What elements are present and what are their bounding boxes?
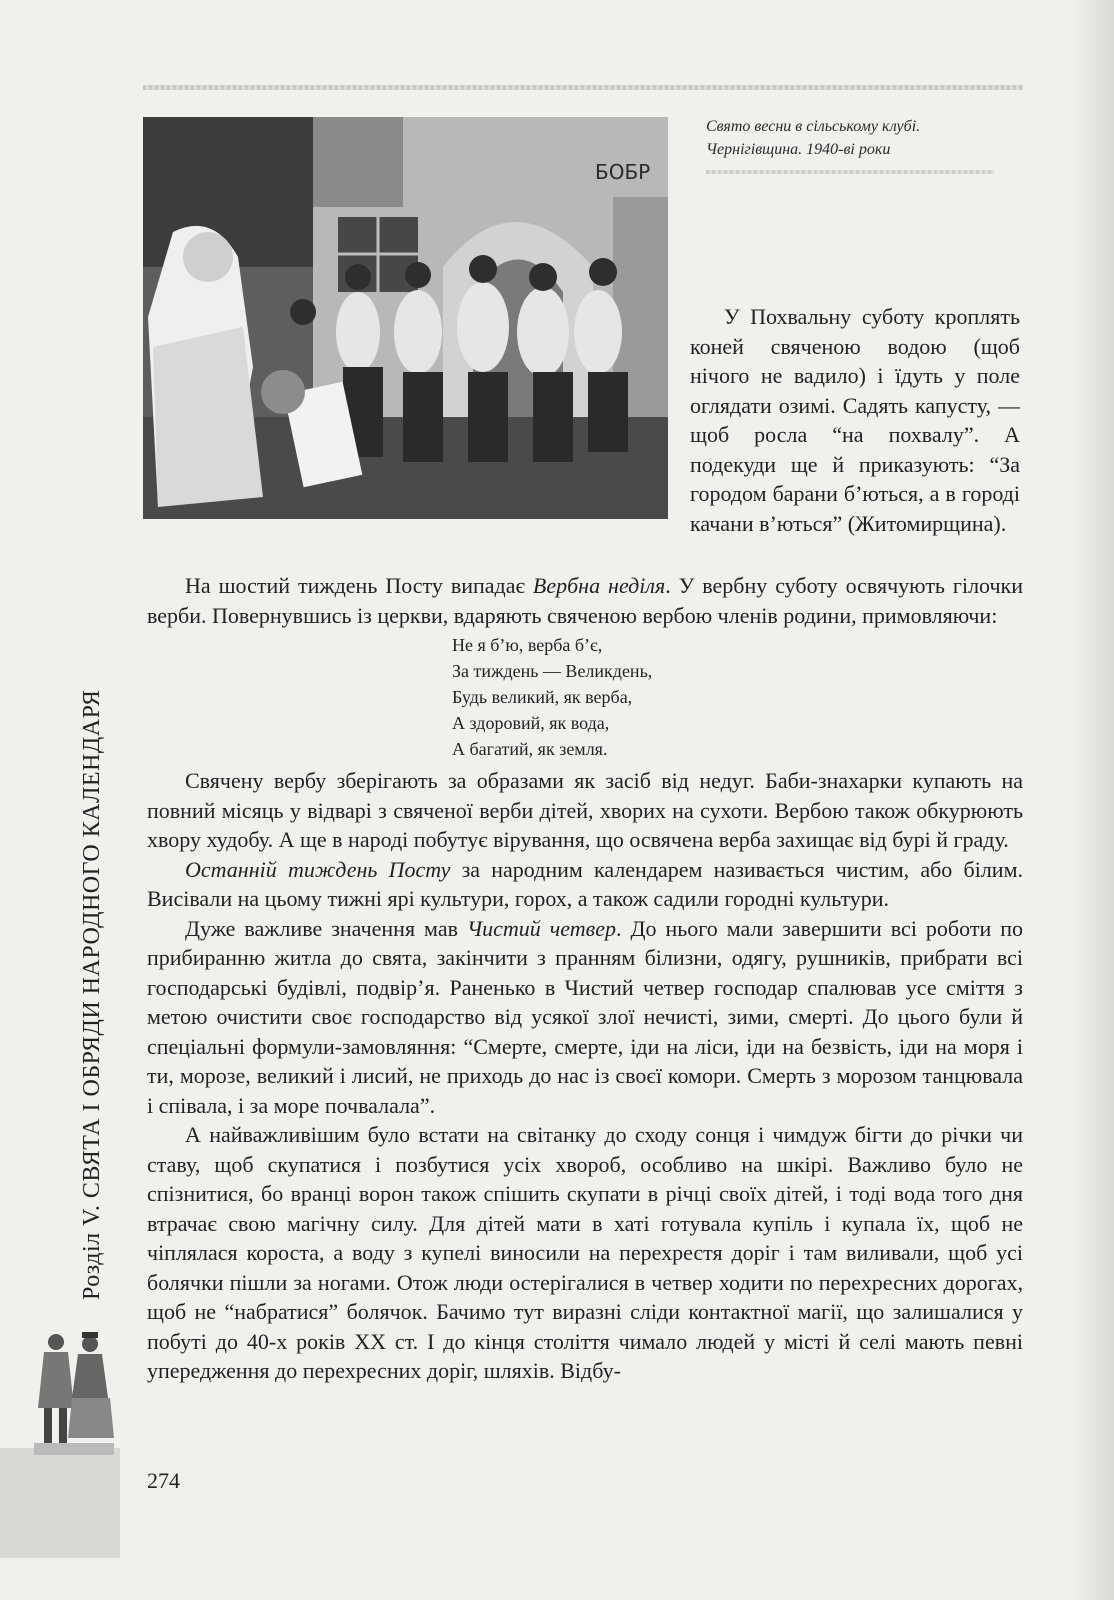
paragraph-willow-remedies [147,766,1023,855]
photo-caption [706,115,1006,161]
photo-sign-text: БОБР [595,160,651,184]
verse-line-5: А багатий, як земля. [452,739,608,759]
photo-spring-festival [143,117,668,519]
paragraph-dawn-bathing-text: А найважливішим було встати на світанку до сходу сонця і чимдуж бігти до річки чи ставу, щоб скупатися і позбутися усіх хвороб, особливо на шкірі. Важливо було не спізнитися, бо вранці ворон також спішить скупати в річці своїх дітей, і тоді вода того дня втрачає свою магічну силу. Для дітей мати в хаті готувала купіль і купала їх, щоб не чіплялася короста, а воду з купелі виносили на перехрестя доріг і там виливали, щоб усі болячки пішли за ногами. Отож люди остерігалися в четвер ходити по перехресних дорогах, щоб не “набратися” болячок. Бачимо тут виразні сліди контактної магії, що залишалися у побуті до 40-х років XX ст. І до кінця століття чимало людей у місті й селі мають певні упередження до перехресних доріг, шляхів. Відбу- [147,1122,1023,1383]
paragraph-verbna-italic: Вербна неділя [532,573,666,598]
paragraph-willow-remedies-text: Свячену вербу зберігають за образами як засіб від недуг. Баби-знахарки купають на повний місяць у відварі з свяченої верби дітей, хворих на сухоти. Вербою також обкурюють хвору худобу. А ще в народі побутує вірування, що освячена верба захищає від бурі й граду. [147,768,1023,852]
verse-line-1: Не я б’ю, верба б’є, [452,635,603,655]
paragraph-clean-thursday-part-1: Дуже важливе значення мав [185,915,467,941]
paragraph-last-week-text: за народним календарем називається чистим, або білим. Висівали на цьому тижні ярі культури, горох, а також садили городні культури. [147,856,1023,911]
caption-line-2: Чернігівщина. 1940-ві роки [706,141,891,158]
paragraph-clean-thursday-part-3: . До нього мали завершити всі роботи по прибиранню житла до свята, закінчити з пранням білизни, одягу, рушників, прибрати всі господарські будівлі, подвір’я. Раненько в Чистий четвер господар спалював усе сміття з метою очистити своє господарство від усякої злої нечисті, зими, смерті. До цього були й спеціальні формули-замовляння: “Смерте, смерте, іди на ліси, іди на безвість, іди на моря і ти, морозе, великий і лисий, не приходь до нас із своєї комори. Смерть з морозом танцювала і співала, і за море почвалала”. [147,915,1023,1118]
paragraph-last-week-italic: Останній тиждень Посту [185,856,451,882]
top-rule [143,85,1023,90]
paragraph-verbna-part-3: . У вербну суботу освячують гілочки верби. Повернувшись із церкви, вдаряють свяченою вербою членів родини, примовляючи: [147,573,1024,628]
verse-line-4: А здоровий, як вода, [452,713,610,733]
verse-block [452,632,1023,762]
verse-line-2: За тиждень — Великдень, [452,661,653,681]
running-head-vertical: Розділ V. СВЯТА І ОБРЯДИ НАРОДНОГО КАЛЕНДАРЯ [79,689,105,1300]
side-paragraph-text: У Похвальну суботу кроплять коней свяченою водою (щоб нічого не вадило) і їдуть у поле оглядати озимі. Садять капусту, — щоб росла “на похвалу”. А подекуди ще й приказують: “За городом барани б’ються, а в городі качани в’ються” (Житомирщина). [690,304,1020,536]
caption-line-1: Свято весни в сільському клубі. [706,118,921,135]
paragraph-last-week [147,855,1023,914]
main-text [147,571,1023,1386]
side-paragraph [690,302,1020,538]
paragraph-clean-thursday [147,914,1023,1121]
page-number: 274 [147,1468,180,1493]
paragraph-dawn-bathing [147,1120,1023,1386]
photo-illustration [143,117,668,519]
paragraph-verbna-part-1: На шостий тиждень Посту випадає [185,573,533,598]
margin-band [0,1448,120,1558]
paragraph-verbna [147,571,1023,630]
verse-line-3: Будь великий, як верба, [452,687,633,707]
paragraph-clean-thursday-italic: Чистий четвер [466,915,616,941]
folk-figures-ornament-icon [32,1328,117,1458]
caption-rule [706,170,994,174]
page-edge-shadow [1074,0,1114,1600]
